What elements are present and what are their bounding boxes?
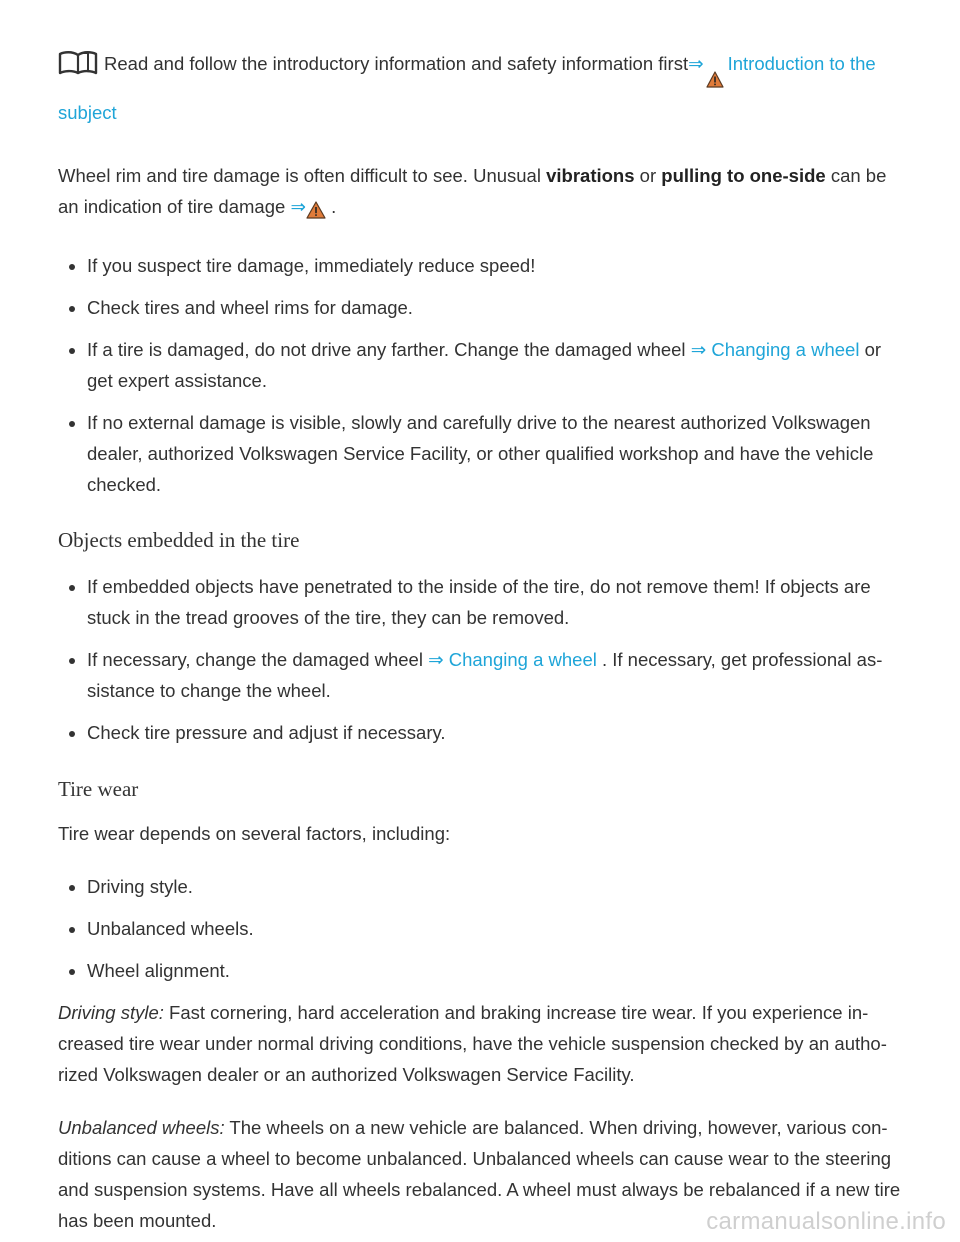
- driving-style-label: Driving style:: [58, 1002, 164, 1023]
- damage-text-pre: Wheel rim and tire damage is often difficult to see. Unusual: [58, 165, 547, 186]
- watermark: carmanualsonline.info: [706, 1208, 946, 1235]
- driving-style-text: Fast cornering, hard acceleration and braking increase tire wear. If you experience increased tire wear under normal driving conditions, have the vehicle suspension checked by an authorized Volkswagen dealer or an authorized Volkswagen Service Facility.: [58, 1002, 887, 1085]
- unbalanced-wheels-text: The wheels on a new vehicle are balanced. When driving, however, various conditions can cause a wheel to become unbalanced. Unbalanced wheels can cause wear to the steering and suspension systems. Have all wheels rebalanced. A wheel must always be rebalanced if a new tire has been mounted.: [58, 1117, 901, 1231]
- list-item: Unbalanced wheels.: [58, 913, 906, 944]
- tire-wear-intro: Tire wear depends on several factors, including:: [58, 823, 451, 844]
- damage-list: [58, 250, 906, 500]
- damage-warning-link[interactable]: ⇒: [290, 196, 306, 217]
- damage-text-post: can be an indication of tire damage: [58, 165, 887, 217]
- list-item: Wheel alignment.: [58, 955, 906, 986]
- intro-text: Read and follow the introductory information and safety information first: [104, 53, 689, 74]
- driving-style-paragraph: [58, 997, 906, 1090]
- objects-list: [58, 571, 906, 748]
- intro-paragraph: [58, 48, 906, 128]
- list-item: [58, 644, 906, 706]
- tire-wear-factors-list: [58, 871, 906, 986]
- section-heading-objects: Objects embedded in the tire: [58, 528, 300, 552]
- list-item: If no external damage is visible, slowly and carefully drive to the nearest authorized Volkswagen dealer, authorized Volkswagen Service Facility, or other qualified workshop and have the vehicle checked.: [58, 407, 906, 500]
- list-item: If embedded objects have penetrated to the inside of the tire, do not remove them! If objects are stuck in the tread grooves of the tire, they can be removed.: [58, 571, 906, 633]
- list-item: Driving style.: [58, 871, 906, 902]
- list-item-text: If a tire is damaged, do not drive any farther. Change the damaged wheel: [87, 339, 691, 360]
- list-item: Check tire pressure and adjust if necessary.: [58, 717, 906, 748]
- warning-triangle-icon: [306, 197, 326, 228]
- changing-a-wheel-link[interactable]: ⇒ Changing a wheel: [690, 339, 860, 360]
- manual-page: [58, 48, 906, 1236]
- list-item-text: or get expert assistance.: [87, 339, 882, 391]
- section-heading-tire-wear: Tire wear: [58, 777, 139, 801]
- book-icon: [58, 51, 98, 84]
- changing-a-wheel-link[interactable]: ⇒ Changing a wheel: [428, 649, 597, 670]
- introduction-link-cont[interactable]: subject: [58, 102, 117, 123]
- intro-arrow[interactable]: ⇒: [688, 53, 704, 74]
- damage-text-end: .: [325, 196, 337, 217]
- list-item: If you suspect tire damage, immediately reduce speed!: [58, 250, 906, 281]
- list-item-text: If necessary, change the damaged wheel: [87, 649, 429, 670]
- damage-text-mid: or: [634, 165, 662, 186]
- list-item: [58, 334, 906, 396]
- warning-triangle-icon: [706, 66, 724, 97]
- damage-paragraph: [58, 160, 906, 228]
- unbalanced-wheels-label: Unbalanced wheels:: [58, 1117, 225, 1138]
- list-item-text: . If necessary, get professional assistance to change the wheel.: [87, 649, 883, 701]
- damage-bold-pulling: pulling to one-side: [661, 165, 826, 186]
- introduction-link[interactable]: Introduction to the: [727, 53, 876, 74]
- damage-bold-vibrations: vibrations: [546, 165, 635, 186]
- list-item: Check tires and wheel rims for damage.: [58, 292, 906, 323]
